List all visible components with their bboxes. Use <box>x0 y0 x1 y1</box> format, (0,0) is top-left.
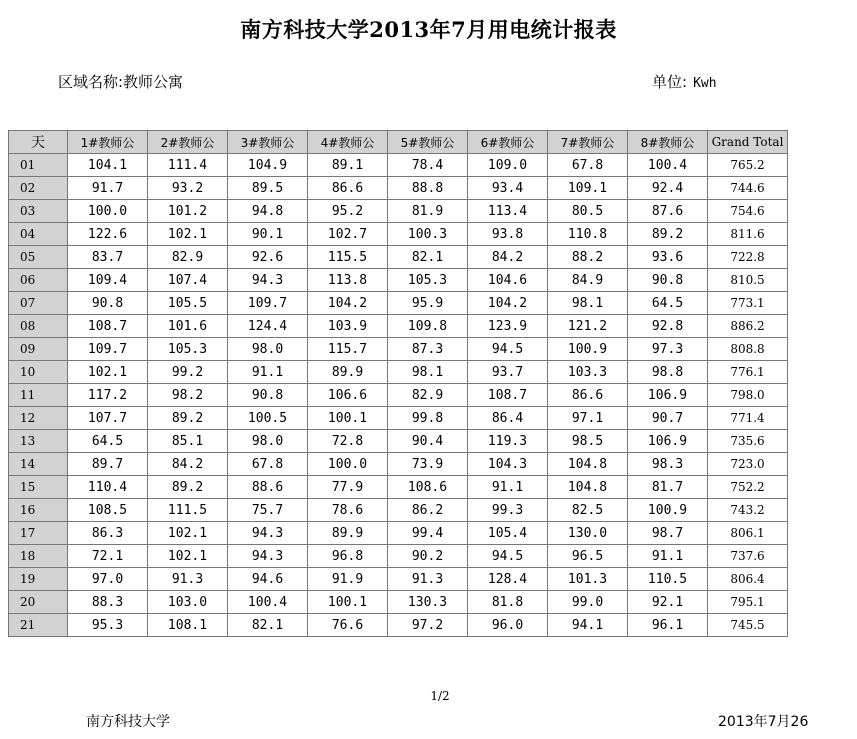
usage-cell: 111.4 <box>148 154 228 177</box>
table-row <box>9 338 788 361</box>
usage-cell: 98.1 <box>548 292 628 315</box>
day-cell: 13 <box>9 430 68 453</box>
usage-cell: 113.8 <box>308 269 388 292</box>
usage-cell: 106.6 <box>308 384 388 407</box>
usage-cell: 95.9 <box>388 292 468 315</box>
usage-cell: 103.3 <box>548 361 628 384</box>
column-header-building-1: 1#教师公 <box>68 131 148 154</box>
usage-cell: 89.2 <box>628 223 708 246</box>
usage-cell: 109.7 <box>68 338 148 361</box>
usage-cell: 130.0 <box>548 522 628 545</box>
usage-cell: 98.7 <box>628 522 708 545</box>
day-cell: 12 <box>9 407 68 430</box>
usage-cell: 75.7 <box>228 499 308 522</box>
usage-cell: 88.3 <box>68 591 148 614</box>
usage-cell: 90.2 <box>388 545 468 568</box>
usage-cell: 115.7 <box>308 338 388 361</box>
usage-cell: 82.1 <box>228 614 308 637</box>
usage-cell: 104.2 <box>468 292 548 315</box>
day-cell: 15 <box>9 476 68 499</box>
grand-total-cell: 798.0 <box>708 384 788 407</box>
table-row <box>9 499 788 522</box>
grand-total-cell: 735.6 <box>708 430 788 453</box>
usage-cell: 130.3 <box>388 591 468 614</box>
grand-total-cell: 743.2 <box>708 499 788 522</box>
grand-total-cell: 795.1 <box>708 591 788 614</box>
column-header-building-8: 8#教师公 <box>628 131 708 154</box>
usage-cell: 72.8 <box>308 430 388 453</box>
usage-cell: 82.5 <box>548 499 628 522</box>
usage-cell: 93.4 <box>468 177 548 200</box>
usage-cell: 105.5 <box>148 292 228 315</box>
usage-cell: 93.6 <box>628 246 708 269</box>
usage-cell: 119.3 <box>468 430 548 453</box>
usage-cell: 83.7 <box>68 246 148 269</box>
grand-total-cell: 723.0 <box>708 453 788 476</box>
usage-cell: 84.2 <box>148 453 228 476</box>
usage-cell: 94.5 <box>468 545 548 568</box>
usage-cell: 104.8 <box>548 453 628 476</box>
day-cell: 11 <box>9 384 68 407</box>
usage-cell: 91.1 <box>628 545 708 568</box>
usage-cell: 100.3 <box>388 223 468 246</box>
grand-total-cell: 745.5 <box>708 614 788 637</box>
column-header-building-2: 2#教师公 <box>148 131 228 154</box>
usage-cell: 98.0 <box>228 338 308 361</box>
usage-cell: 98.0 <box>228 430 308 453</box>
usage-cell: 98.2 <box>148 384 228 407</box>
usage-cell: 64.5 <box>628 292 708 315</box>
day-cell: 02 <box>9 177 68 200</box>
usage-cell: 103.9 <box>308 315 388 338</box>
usage-cell: 121.2 <box>548 315 628 338</box>
usage-cell: 101.2 <box>148 200 228 223</box>
table-row <box>9 545 788 568</box>
usage-cell: 104.2 <box>308 292 388 315</box>
usage-cell: 78.6 <box>308 499 388 522</box>
usage-cell: 97.3 <box>628 338 708 361</box>
usage-cell: 106.9 <box>628 384 708 407</box>
usage-cell: 90.7 <box>628 407 708 430</box>
usage-cell: 84.9 <box>548 269 628 292</box>
usage-cell: 84.2 <box>468 246 548 269</box>
usage-cell: 100.5 <box>228 407 308 430</box>
usage-cell: 90.1 <box>228 223 308 246</box>
usage-cell: 99.8 <box>388 407 468 430</box>
usage-cell: 73.9 <box>388 453 468 476</box>
usage-cell: 99.3 <box>468 499 548 522</box>
usage-cell: 102.7 <box>308 223 388 246</box>
usage-cell: 97.2 <box>388 614 468 637</box>
column-header-building-4: 4#教师公 <box>308 131 388 154</box>
usage-cell: 86.6 <box>548 384 628 407</box>
grand-total-cell: 773.1 <box>708 292 788 315</box>
day-cell: 03 <box>9 200 68 223</box>
day-cell: 01 <box>9 154 68 177</box>
usage-cell: 87.3 <box>388 338 468 361</box>
usage-cell: 98.1 <box>388 361 468 384</box>
usage-cell: 97.1 <box>548 407 628 430</box>
usage-cell: 89.9 <box>308 522 388 545</box>
usage-cell: 100.0 <box>308 453 388 476</box>
table-row <box>9 223 788 246</box>
usage-cell: 108.6 <box>388 476 468 499</box>
usage-cell: 104.3 <box>468 453 548 476</box>
usage-cell: 99.2 <box>148 361 228 384</box>
table-header-row <box>9 131 788 154</box>
table-row <box>9 453 788 476</box>
column-header-building-5: 5#教师公 <box>388 131 468 154</box>
usage-cell: 91.1 <box>228 361 308 384</box>
table-row <box>9 246 788 269</box>
grand-total-cell: 771.4 <box>708 407 788 430</box>
usage-cell: 72.1 <box>68 545 148 568</box>
electricity-table <box>8 130 788 637</box>
usage-cell: 86.4 <box>468 407 548 430</box>
table-row <box>9 614 788 637</box>
usage-cell: 100.9 <box>628 499 708 522</box>
usage-cell: 106.9 <box>628 430 708 453</box>
usage-cell: 89.1 <box>308 154 388 177</box>
table-row <box>9 430 788 453</box>
usage-cell: 100.4 <box>628 154 708 177</box>
usage-cell: 109.0 <box>468 154 548 177</box>
day-cell: 04 <box>9 223 68 246</box>
usage-cell: 94.3 <box>228 522 308 545</box>
usage-cell: 100.4 <box>228 591 308 614</box>
usage-cell: 97.0 <box>68 568 148 591</box>
usage-cell: 108.1 <box>148 614 228 637</box>
usage-cell: 100.9 <box>548 338 628 361</box>
usage-cell: 91.3 <box>148 568 228 591</box>
table-body <box>9 154 788 637</box>
usage-cell: 122.6 <box>68 223 148 246</box>
usage-cell: 98.8 <box>628 361 708 384</box>
usage-cell: 102.1 <box>148 522 228 545</box>
unit-value: Kwh <box>693 76 717 91</box>
usage-cell: 81.9 <box>388 200 468 223</box>
usage-cell: 93.2 <box>148 177 228 200</box>
usage-cell: 88.2 <box>548 246 628 269</box>
usage-cell: 80.5 <box>548 200 628 223</box>
usage-cell: 104.6 <box>468 269 548 292</box>
usage-cell: 124.4 <box>228 315 308 338</box>
usage-cell: 104.9 <box>228 154 308 177</box>
usage-cell: 100.0 <box>68 200 148 223</box>
usage-cell: 99.0 <box>548 591 628 614</box>
usage-cell: 101.3 <box>548 568 628 591</box>
table-row <box>9 568 788 591</box>
grand-total-cell: 806.4 <box>708 568 788 591</box>
usage-cell: 113.4 <box>468 200 548 223</box>
day-cell: 09 <box>9 338 68 361</box>
usage-cell: 105.4 <box>468 522 548 545</box>
usage-cell: 90.8 <box>628 269 708 292</box>
usage-cell: 76.6 <box>308 614 388 637</box>
table-row <box>9 177 788 200</box>
footer-date: 2013年7月26 <box>718 714 809 730</box>
table-row <box>9 315 788 338</box>
usage-cell: 108.7 <box>68 315 148 338</box>
day-cell: 06 <box>9 269 68 292</box>
usage-cell: 94.3 <box>228 269 308 292</box>
usage-cell: 96.0 <box>468 614 548 637</box>
usage-cell: 108.5 <box>68 499 148 522</box>
day-cell: 20 <box>9 591 68 614</box>
table-row <box>9 269 788 292</box>
usage-cell: 67.8 <box>228 453 308 476</box>
grand-total-cell: 808.8 <box>708 338 788 361</box>
table-row <box>9 522 788 545</box>
grand-total-cell: 765.2 <box>708 154 788 177</box>
usage-cell: 109.1 <box>548 177 628 200</box>
usage-cell: 81.7 <box>628 476 708 499</box>
day-cell: 21 <box>9 614 68 637</box>
usage-cell: 117.2 <box>68 384 148 407</box>
column-header-building-3: 3#教师公 <box>228 131 308 154</box>
usage-cell: 104.1 <box>68 154 148 177</box>
usage-cell: 109.8 <box>388 315 468 338</box>
grand-total-cell: 744.6 <box>708 177 788 200</box>
column-header-building-6: 6#教师公 <box>468 131 548 154</box>
column-header-grand-total: Grand Total <box>708 131 788 154</box>
usage-cell: 110.8 <box>548 223 628 246</box>
usage-cell: 91.3 <box>388 568 468 591</box>
table-row <box>9 361 788 384</box>
usage-cell: 92.6 <box>228 246 308 269</box>
usage-cell: 90.8 <box>228 384 308 407</box>
usage-cell: 67.8 <box>548 154 628 177</box>
grand-total-cell: 886.2 <box>708 315 788 338</box>
usage-cell: 103.0 <box>148 591 228 614</box>
usage-cell: 128.4 <box>468 568 548 591</box>
usage-cell: 110.4 <box>68 476 148 499</box>
usage-cell: 91.9 <box>308 568 388 591</box>
usage-cell: 82.1 <box>388 246 468 269</box>
usage-cell: 86.2 <box>388 499 468 522</box>
usage-cell: 102.1 <box>148 223 228 246</box>
grand-total-cell: 754.6 <box>708 200 788 223</box>
usage-cell: 96.5 <box>548 545 628 568</box>
day-cell: 18 <box>9 545 68 568</box>
day-cell: 17 <box>9 522 68 545</box>
usage-cell: 98.3 <box>628 453 708 476</box>
usage-cell: 92.1 <box>628 591 708 614</box>
area-name-label: 区域名称:教师公寓 <box>58 73 184 91</box>
usage-cell: 90.8 <box>68 292 148 315</box>
usage-cell: 86.6 <box>308 177 388 200</box>
usage-cell: 95.3 <box>68 614 148 637</box>
footer-organization: 南方科技大学 <box>86 714 170 730</box>
table-row <box>9 200 788 223</box>
usage-cell: 85.1 <box>148 430 228 453</box>
day-cell: 10 <box>9 361 68 384</box>
usage-cell: 98.5 <box>548 430 628 453</box>
grand-total-cell: 811.6 <box>708 223 788 246</box>
usage-cell: 110.5 <box>628 568 708 591</box>
usage-cell: 94.1 <box>548 614 628 637</box>
day-cell: 14 <box>9 453 68 476</box>
column-header-day: 天 <box>9 131 68 154</box>
usage-cell: 78.4 <box>388 154 468 177</box>
table-row <box>9 384 788 407</box>
usage-cell: 105.3 <box>388 269 468 292</box>
usage-cell: 88.8 <box>388 177 468 200</box>
usage-cell: 107.7 <box>68 407 148 430</box>
grand-total-cell: 776.1 <box>708 361 788 384</box>
usage-cell: 89.2 <box>148 476 228 499</box>
usage-cell: 89.5 <box>228 177 308 200</box>
usage-cell: 92.8 <box>628 315 708 338</box>
table-row <box>9 407 788 430</box>
usage-cell: 94.6 <box>228 568 308 591</box>
grand-total-cell: 722.8 <box>708 246 788 269</box>
usage-cell: 111.5 <box>148 499 228 522</box>
usage-cell: 96.8 <box>308 545 388 568</box>
grand-total-cell: 752.2 <box>708 476 788 499</box>
usage-cell: 109.4 <box>68 269 148 292</box>
grand-total-cell: 737.6 <box>708 545 788 568</box>
unit-label-text: 单位: <box>652 73 688 91</box>
usage-cell: 94.3 <box>228 545 308 568</box>
usage-cell: 104.8 <box>548 476 628 499</box>
day-cell: 16 <box>9 499 68 522</box>
day-cell: 07 <box>9 292 68 315</box>
unit-label <box>652 71 717 92</box>
usage-cell: 64.5 <box>68 430 148 453</box>
report-title: 南方科技大学2013年7月用电统计报表 <box>240 17 617 42</box>
usage-cell: 90.4 <box>388 430 468 453</box>
usage-cell: 87.6 <box>628 200 708 223</box>
table-row <box>9 476 788 499</box>
page-indicator: 1/2 <box>430 689 450 703</box>
usage-cell: 92.4 <box>628 177 708 200</box>
usage-cell: 82.9 <box>148 246 228 269</box>
usage-cell: 101.6 <box>148 315 228 338</box>
usage-cell: 89.7 <box>68 453 148 476</box>
grand-total-cell: 806.1 <box>708 522 788 545</box>
usage-cell: 108.7 <box>468 384 548 407</box>
usage-cell: 105.3 <box>148 338 228 361</box>
table-row <box>9 591 788 614</box>
usage-cell: 102.1 <box>148 545 228 568</box>
usage-cell: 77.9 <box>308 476 388 499</box>
usage-cell: 115.5 <box>308 246 388 269</box>
usage-cell: 89.9 <box>308 361 388 384</box>
table-row <box>9 292 788 315</box>
usage-cell: 94.5 <box>468 338 548 361</box>
usage-cell: 91.7 <box>68 177 148 200</box>
day-cell: 19 <box>9 568 68 591</box>
usage-cell: 82.9 <box>388 384 468 407</box>
usage-cell: 89.2 <box>148 407 228 430</box>
usage-cell: 94.8 <box>228 200 308 223</box>
usage-cell: 102.1 <box>68 361 148 384</box>
day-cell: 08 <box>9 315 68 338</box>
usage-cell: 93.8 <box>468 223 548 246</box>
day-cell: 05 <box>9 246 68 269</box>
usage-cell: 107.4 <box>148 269 228 292</box>
usage-cell: 109.7 <box>228 292 308 315</box>
usage-cell: 88.6 <box>228 476 308 499</box>
usage-cell: 86.3 <box>68 522 148 545</box>
usage-cell: 123.9 <box>468 315 548 338</box>
column-header-building-7: 7#教师公 <box>548 131 628 154</box>
usage-cell: 96.1 <box>628 614 708 637</box>
usage-cell: 100.1 <box>308 407 388 430</box>
usage-cell: 99.4 <box>388 522 468 545</box>
grand-total-cell: 810.5 <box>708 269 788 292</box>
usage-cell: 95.2 <box>308 200 388 223</box>
usage-cell: 93.7 <box>468 361 548 384</box>
usage-cell: 91.1 <box>468 476 548 499</box>
usage-cell: 100.1 <box>308 591 388 614</box>
table-row <box>9 154 788 177</box>
usage-cell: 81.8 <box>468 591 548 614</box>
